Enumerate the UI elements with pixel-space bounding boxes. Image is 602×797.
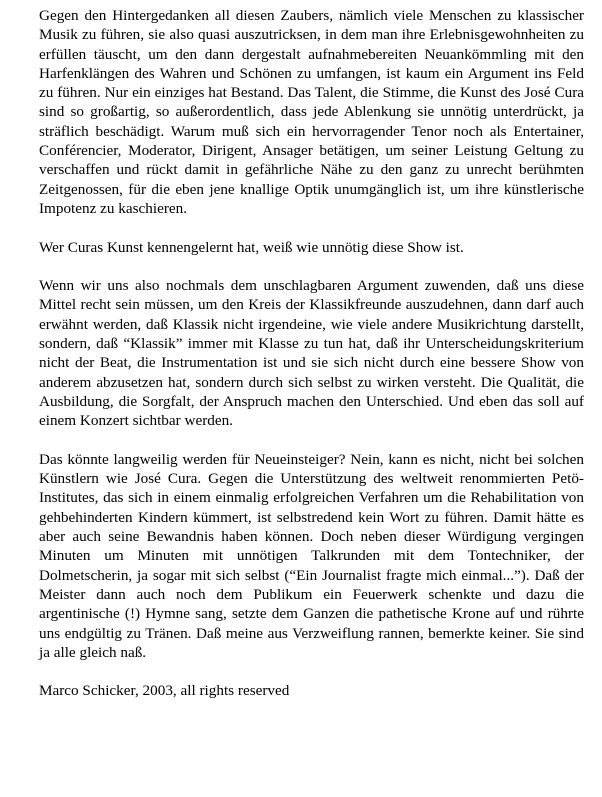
paragraph-klassik-argument: Wenn wir uns also nochmals dem unschlagbaren Argument zuwenden, daß uns diese Mittel recht sein müssen, um den Kreis der Klassikfreunde auszudehnen, dann darf auch erwähnt werden, daß Klassik nicht irgendeine, wie viele andere Musikrichtung darstellt, sondern, daß “Klassik” immer mit Klasse zu tun hat, daß ihr Unterscheidungskriterium nicht der Beat, die Instrumentation ist und sie sich nicht durch eine bessere Show von anderem abzusetzen hat, sondern durch sich selbst zu wirken versteht. Die Qualität, die Ausbildung, die Sorgfalt, der Anspruch machen den Unterschied. Und eben das soll auf einem Konzert sichtbar werden. [39, 277, 584, 430]
paragraph-hintergedanken: Gegen den Hintergedanken all diesen Zaubers, nämlich viele Menschen zu klassischer Musik zu führen, sie also quasi auszutricksen, in dem man ihre Erlebnisgewohnheiten zu erfüllen täuscht, um den dann dergestalt aufnahmebereiten Neuankömmling mit den Harfenklängen des Wahren und Schönen zu umfangen, ist kaum ein Argument ins Feld zu führen. Nur ein einziges hat Bestand. Das Talent, die Stimme, die Kunst des José Cura sind so großartig, so außerordentlich, dass jede Ablenkung sie unnötig unterdrückt, ja sträflich beschädigt. Warum muß sich ein hervorragender Tenor noch als Entertainer, Conférencier, Moderator, Dirigent, Ansager betätigen, um seiner Leistung Geltung zu verschaffen und rückt damit in gefährliche Nähe zu den ganz zu unrecht berühmten Zeitgenossen, für die eben jene knallige Optik unumgänglich ist, um ihre künstlerische Impotenz zu kaschieren. [39, 7, 584, 217]
paragraph-curas-kunst: Wer Curas Kunst kennengelernt hat, weiß wie unnötig diese Show ist. [39, 238, 464, 256]
paragraph-neueinsteiger: Das könnte langweilig werden für Neueinsteiger? Nein, kann es nicht, nicht bei solchen Künstlern wie José Cura. Gegen die Unterstützung des weltweit renommierten Petö-Institutes, das sich in einem einmalig erfolgreichen Verfahren um die Rehabilitation von gehbehinderten Kindern kümmert, ist selbstredend kein Wort zu führen. Damit hätte es aber auch seine Bewandnis haben können. Doch neben dieser Würdigung vergingen Minuten um Minuten mit unnötigen Talkrunden mit dem Tontechniker, der Dolmetscherin, ja sogar mit sich selbst (“Ein Journalist fragte mich einmal...”). Daß der Meister dann auch noch dem Publikum ein Feuerwerk schenkte und dazu die argentinische (!) Hymne sang, setzte dem Ganzen die pathetische Krone auf und rührte uns endgültig zu Tränen. Daß meine aus Verzweiflung rannen, bemerkte keiner. Sie sind ja alle gleich naß. [39, 450, 584, 661]
author-signature: Marco Schicker, 2003, all rights reserved [39, 682, 290, 700]
